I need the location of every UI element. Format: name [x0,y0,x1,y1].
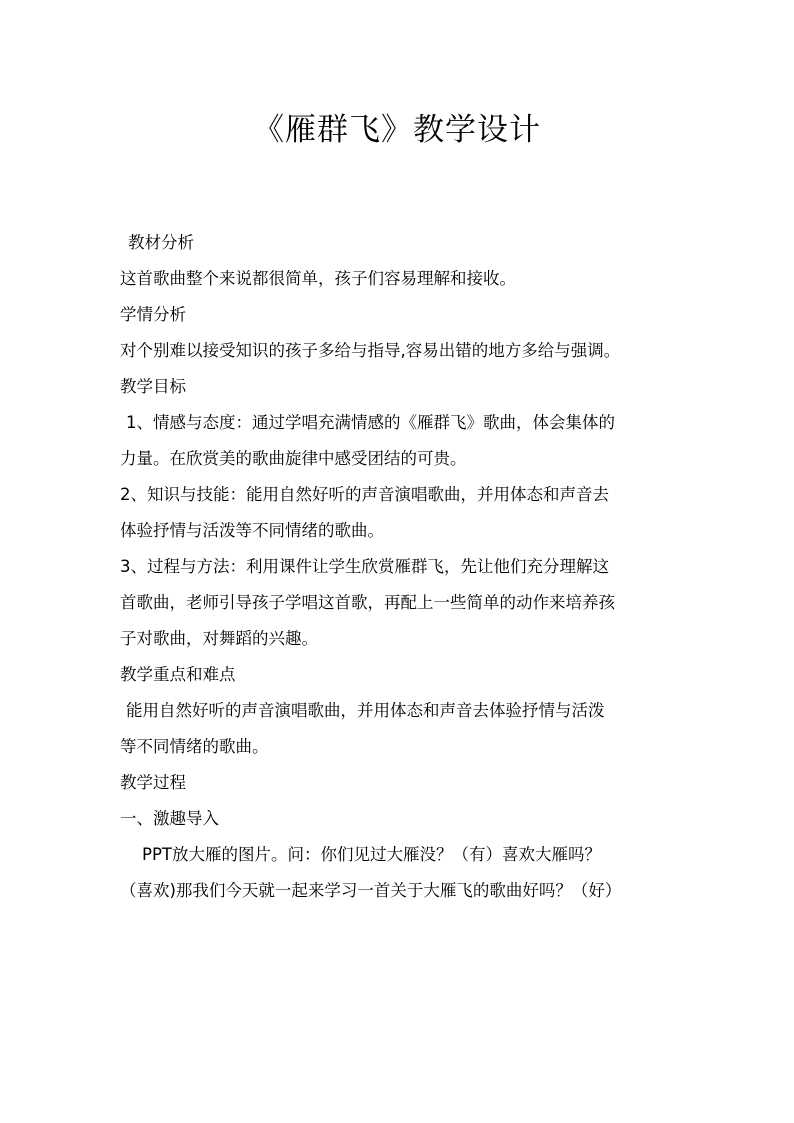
paragraph-line: PPT放大雁的图片。问：你们见过大雁没？（有）喜欢大雁吗？ [142,845,601,864]
section-heading-textbook-analysis: 教材分析 [128,233,194,252]
paragraph-line: 体验抒情与活泼等不同情绪的歌曲。 [120,521,384,540]
subsection-heading-intro: 一、激趣导入 [120,809,219,828]
paragraph-line: 对个别难以接受知识的孩子多给与指导,容易出错的地方多给与强调。 [120,341,621,360]
paragraph-line: 力量。在欣赏美的歌曲旋律中感受团结的可贵。 [120,449,467,468]
document-body [120,225,690,909]
paragraph-line: 这首歌曲整个来说都很简单，孩子们容易理解和接收。 [120,269,516,288]
paragraph-line: （喜欢)那我们今天就一起来学习一首关于大雁飞的歌曲好吗？（好） [120,881,622,900]
paragraph-line: 3、过程与方法：利用课件让学生欣赏雁群飞，先让他们充分理解这 [120,557,609,576]
paragraph-line: 等不同情绪的歌曲。 [120,737,269,756]
section-heading-learner-analysis: 学情分析 [120,305,186,324]
paragraph-line: 1、情感与态度：通过学唱充满情感的《雁群飞》歌曲，体会集体的 [126,413,615,432]
paragraph-line: 子对歌曲，对舞蹈的兴趣。 [120,629,318,648]
paragraph-line: 首歌曲，老师引导孩子学唱这首歌，再配上一些简单的动作来培养孩 [120,593,615,612]
section-heading-teaching-goals: 教学目标 [120,377,186,396]
document-title: 《雁群飞》教学设计 [253,112,541,148]
section-heading-key-points: 教学重点和难点 [120,665,236,684]
paragraph-line: 2、知识与技能：能用自然好听的声音演唱歌曲，并用体态和声音去 [120,485,609,504]
paragraph-line: 能用自然好听的声音演唱歌曲，并用体态和声音去体验抒情与活泼 [126,701,605,720]
section-heading-teaching-process: 教学过程 [120,773,186,792]
